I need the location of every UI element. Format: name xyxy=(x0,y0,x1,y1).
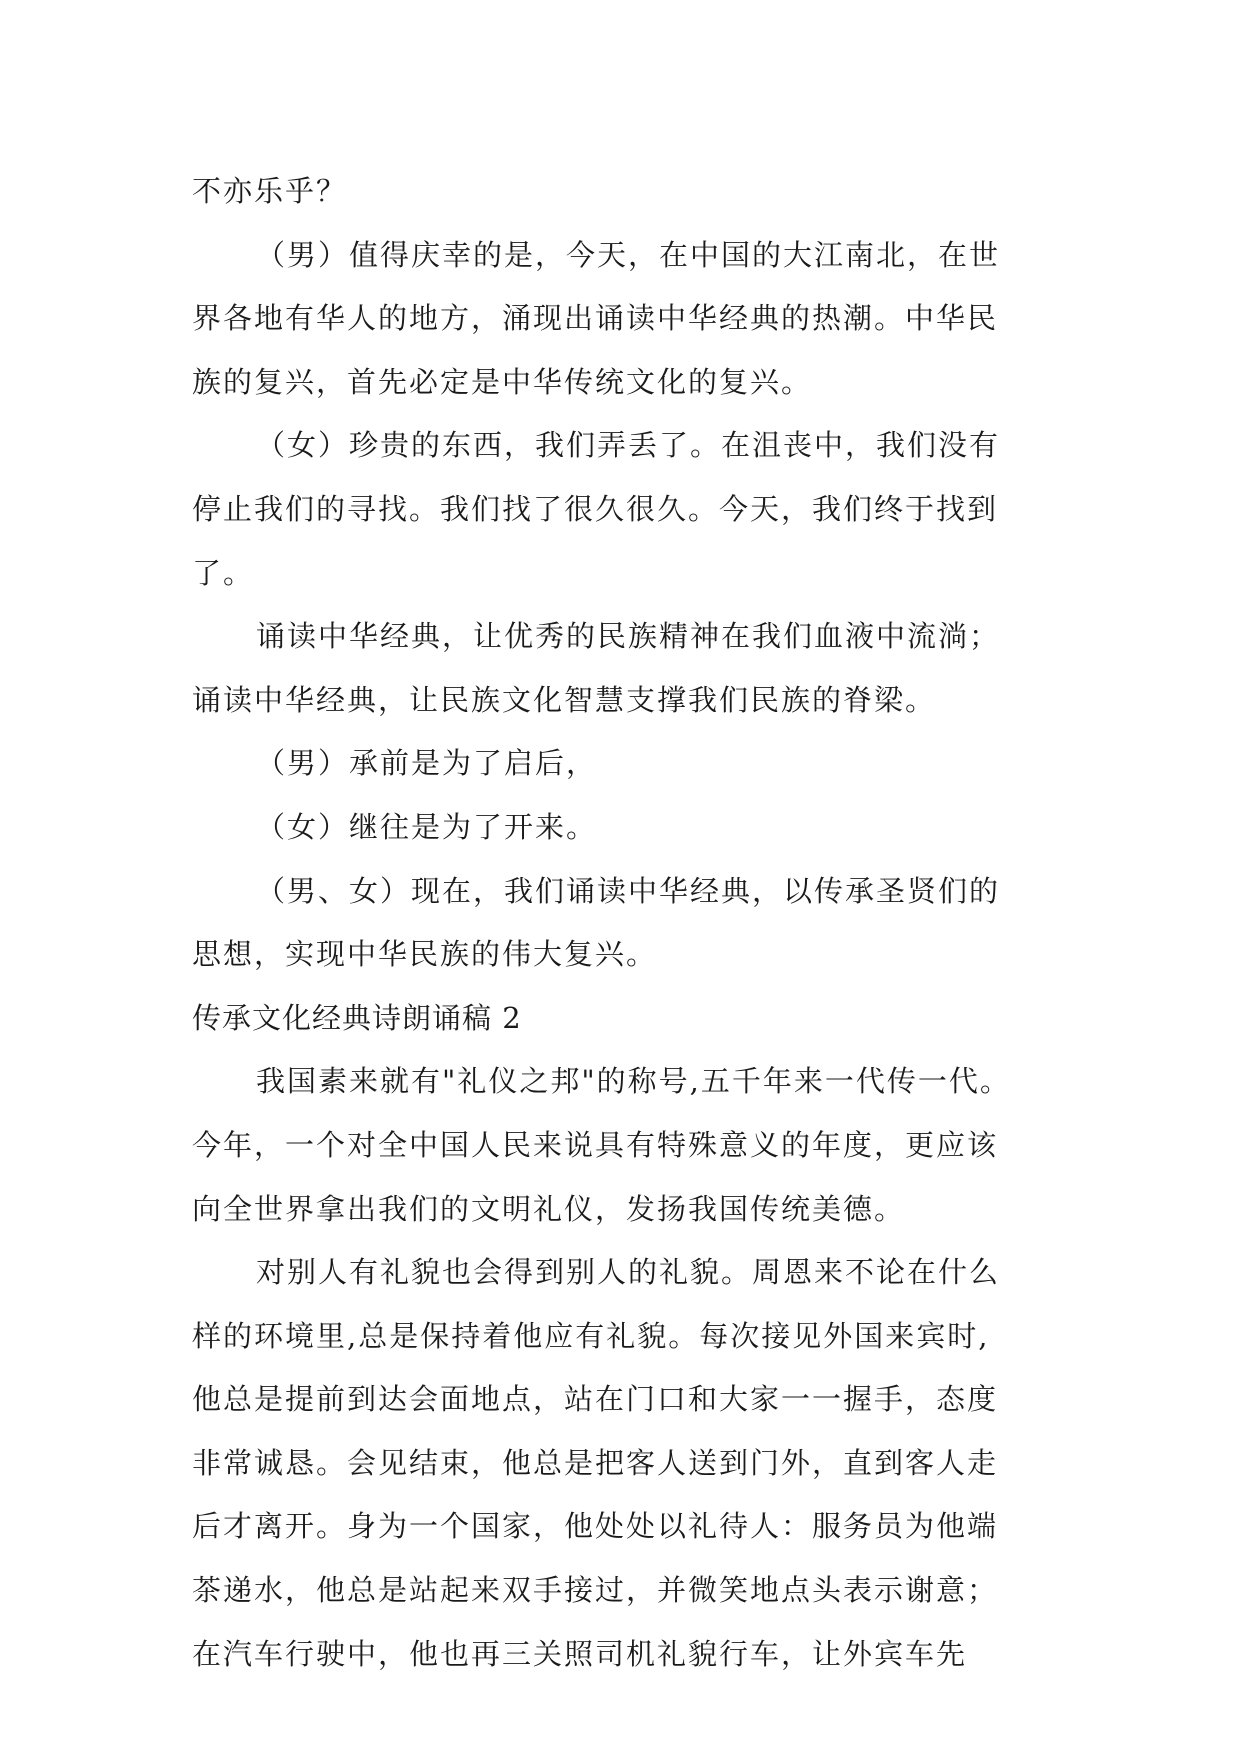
text-line: （男）值得庆幸的是，今天，在中国的大江南北，在世 xyxy=(256,237,1001,272)
text-line: 诵读中华经典，让民族文化智慧支撑我们民族的脊梁。 xyxy=(192,682,937,717)
text-line: （女）继往是为了开来。 xyxy=(256,809,598,844)
text-line: （男）承前是为了启后， xyxy=(256,746,598,781)
text-line: 停止我们的寻找。我们找了很久很久。今天，我们终于找到 xyxy=(192,491,999,526)
text-line: 茶递水，他总是站起来双手接过，并微笑地点头表示谢意； xyxy=(192,1573,999,1608)
text-line: 族的复兴，首先必定是中华传统文化的复兴。 xyxy=(192,364,813,399)
text-line: （女）珍贵的东西，我们弄丢了。在沮丧中，我们没有 xyxy=(256,428,1001,463)
text-line: 我国素来就有"礼仪之邦"的称号,五千年来一代传一代。 xyxy=(256,1064,1011,1099)
text-line: 非常诚恳。会见结束，他总是把客人送到门外，直到客人走 xyxy=(192,1445,999,1480)
text-line: 思想，实现中华民族的伟大复兴。 xyxy=(192,937,658,972)
text-line: 不亦乐乎？ xyxy=(192,174,348,208)
text-line: 在汽车行驶中，他也再三关照司机礼貌行车，让外宾车先 xyxy=(192,1636,968,1671)
text-line: 今年，一个对全中国人民来说具有特殊意义的年度，更应该 xyxy=(192,1127,999,1162)
text-line: 界各地有华人的地方，涌现出诵读中华经典的热潮。中华民 xyxy=(192,301,999,336)
text-line: 样的环境里,总是保持着他应有礼貌。每次接见外国来宾时, xyxy=(192,1318,990,1353)
document-body xyxy=(192,160,1054,1686)
text-line: （男、女）现在，我们诵读中华经典，以传承圣贤们的 xyxy=(256,873,1001,908)
section-heading: 传承文化经典诗朗诵稿 2 xyxy=(192,1000,522,1035)
text-line: 后才离开。身为一个国家，他处处以礼待人：服务员为他端 xyxy=(192,1509,999,1544)
text-line: 向全世界拿出我们的文明礼仪，发扬我国传统美德。 xyxy=(192,1191,906,1226)
text-line: 诵读中华经典，让优秀的民族精神在我们血液中流淌； xyxy=(256,619,1001,654)
text-line: 对别人有礼貌也会得到别人的礼貌。周恩来不论在什么 xyxy=(256,1255,1001,1290)
text-line: 他总是提前到达会面地点，站在门口和大家一一握手，态度 xyxy=(192,1382,999,1417)
text-line: 了。 xyxy=(192,555,255,590)
